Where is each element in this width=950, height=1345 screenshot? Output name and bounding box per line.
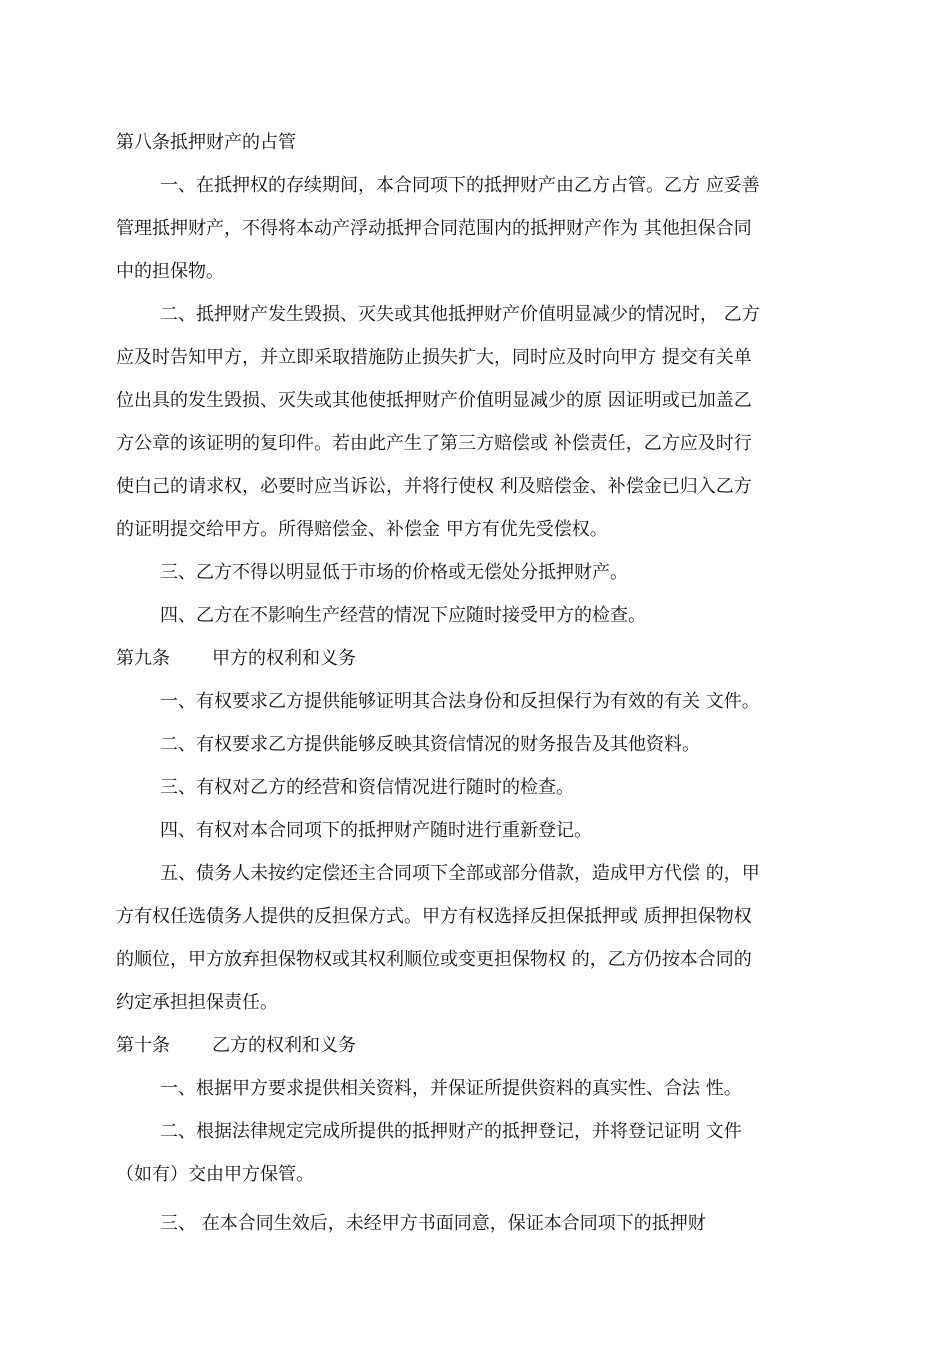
article9-p2: 二、有权要求乙方提供能够反映其资信情况的财务报告及其他资料。 (160, 734, 700, 755)
article8-p4: 四、乙方在不影响生产经营的情况下应随时接受甲方的检查。 (160, 605, 646, 626)
article8-p2-line1: 二、抵押财产发生毁损、灭失或其他抵押财产价值明显减少的情况时， 乙方 (160, 304, 760, 325)
article9-p5-line3: 的顺位，甲方放弃担保物权或其权利顺位或变更担保物权 的，乙方仍按本合同的 (116, 949, 752, 970)
article10-p1: 一、根据甲方要求提供相关资料，并保证所提供资料的真实性、合法 性。 (160, 1078, 742, 1099)
article10-heading (116, 1035, 356, 1057)
article10-p3: 三、 在本合同生效后，未经甲方书面同意，保证本合同项下的抵押财 (160, 1213, 706, 1234)
article10-p2-line1: 二、根据法律规定完成所提供的抵押财产的抵押登记，并将登记证明 文件 (160, 1121, 742, 1142)
article8-p3: 三、乙方不得以明显低于市场的价格或无偿处分抵押财产。 (160, 562, 628, 583)
article10-heading-title: 乙方的权利和义务 (212, 1035, 356, 1056)
article8-p2-line4: 方公章的该证明的复印件。若由此产生了第三方赔偿或 补偿责任，乙方应及时行 (116, 433, 752, 454)
article8-p1-line1: 一、在抵押权的存续期间，本合同项下的抵押财产由乙方占管。乙方 应妥善 (160, 175, 760, 196)
article8-heading: 第八条抵押财产的占管 (116, 132, 296, 153)
article10-p2-line2: （如有）交由甲方保管。 (116, 1164, 314, 1185)
article9-p5-line1: 五、债务人未按约定偿还主合同项下全部或部分借款，造成甲方代偿 的，甲 (160, 863, 760, 884)
article8-p1-line2: 管理抵押财产，不得将本动产浮动抵押合同范围内的抵押财产作为 其他担保合同 (116, 218, 752, 239)
article8-p1-line3: 中的担保物。 (116, 261, 224, 282)
article9-heading-number: 第九条 (116, 648, 170, 669)
article9-p5-line2: 方有权任选债务人提供的反担保方式。甲方有权选择反担保抵押或 质押担保物权 (116, 906, 752, 927)
article8-p2-line2: 应及时告知甲方，并立即采取措施防止损失扩大，同时应及时向甲方 提交有关单 (116, 347, 752, 368)
article8-p2-line3: 位出具的发生毁损、灭失或其他使抵押财产价值明显减少的原 因证明或已加盖乙 (116, 390, 752, 411)
article9-p3: 三、有权对乙方的经营和资信情况进行随时的检查。 (160, 777, 574, 798)
article9-p5-line4: 约定承担担保责任。 (116, 992, 278, 1013)
article8-p2-line5: 使白己的请求权，必要时应当诉讼，并将行使权 利及赔偿金、补偿金已归入乙方 (116, 476, 752, 497)
article9-p1: 一、有权要求乙方提供能够证明其合法身份和反担保行为有效的有关 文件。 (160, 691, 760, 712)
article10-heading-number: 第十条 (116, 1035, 170, 1056)
article8-p2-line6: 的证明提交给甲方。所得赔偿金、补偿金 甲方有优先受偿权。 (116, 519, 608, 540)
article9-heading (116, 648, 356, 670)
article9-p4: 四、有权对本合同项下的抵押财产随时进行重新登记。 (160, 820, 592, 841)
article9-heading-title: 甲方的权利和义务 (212, 648, 356, 669)
